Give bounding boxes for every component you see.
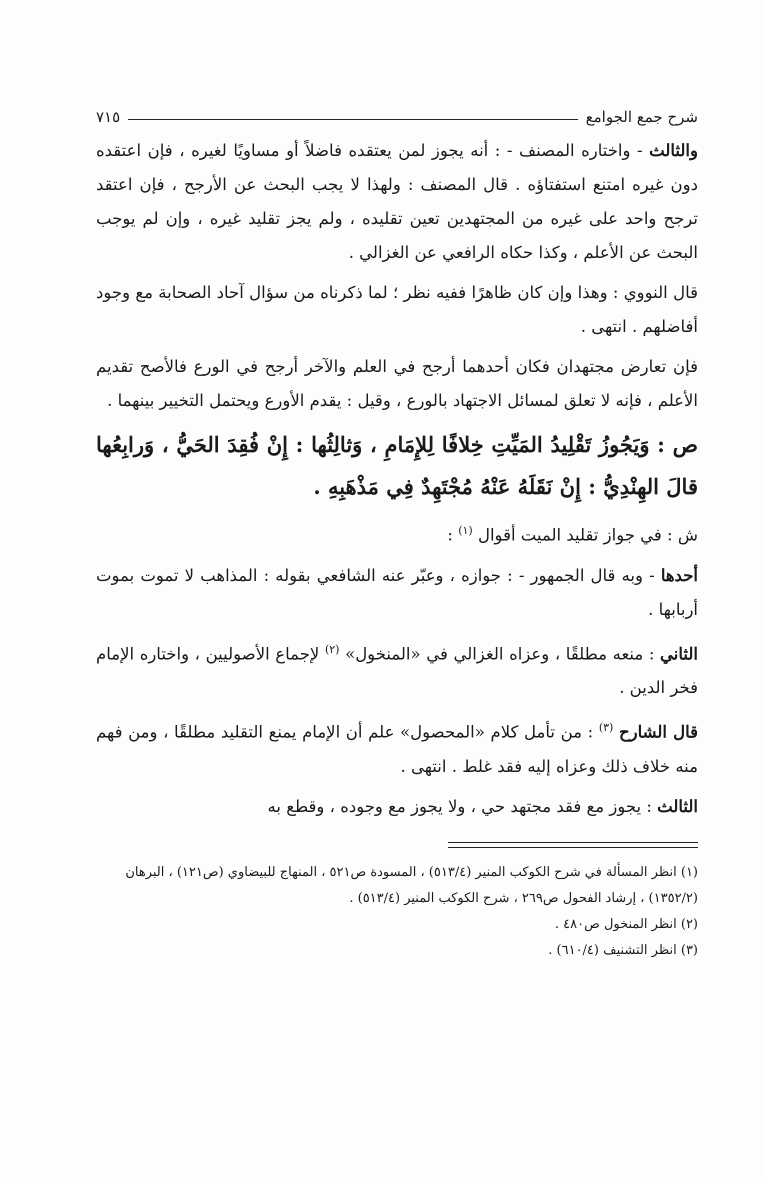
footnote-ref[interactable]: (١) <box>458 524 473 537</box>
paragraph-text: : من تأمل كلام «المحصول» علم أن الإمام يمنع التقليد مطلقًا ، ومن فهم منه خلاف ذلك وعزاه إليه فقد غلط . انتهى . <box>96 722 698 776</box>
paragraph-first-view <box>96 559 698 627</box>
paragraph-conflict: فإن تعارض مجتهدان فكان أحدهما أرجح في العلم والآخر أرجح في الورع فالأصح تقديم الأعلم ، فإنه لا تعلق لمسائل الاجتهاد بالورع ، وقيل : يقدم الأورع ويحتمل التخيير بينهما . <box>96 357 698 410</box>
header-rule <box>128 119 577 120</box>
page-number: ٧١٥ <box>96 108 121 126</box>
paragraph-sharh-intro <box>96 514 698 553</box>
paragraph-nawawi: قال النووي : وهذا وإن كان ظاهرًا ففيه نظر ؛ لما ذكرناه من سؤال آحاد الصحابة مع وجود أفاضلهم . انتهى . <box>96 283 698 336</box>
footnote-ref[interactable]: (٢) <box>324 642 340 656</box>
paragraph-text: ش : في جواز تقليد الميت أقوال <box>477 525 698 545</box>
footnote-ref[interactable]: (٣) <box>598 721 614 734</box>
running-header <box>96 96 698 126</box>
footnote-separator <box>448 842 698 848</box>
paragraph-text: - واختاره المصنف - : أنه يجوز لمن يعتقده فاضلاً أو مساويًا لغيره ، فإن اعتقده دون غيره امتنع استفتاؤه . قال المصنف : ولهذا لا يجب البحث عن الأرجح ، فإن اعتقد ترجح واحد على غيره من المجتهدين تعين تقليده ، ولم يجز تقليد غيره ، وإن لم يوجب البحث عن الأعلم ، وكذا حكاه الرافعي عن الغزالي . <box>96 141 698 262</box>
header-title: شرح جمع الجوامع <box>585 108 698 126</box>
paragraph-text: : منعه مطلقًا ، وعزاه الغزالي في «المنخول» <box>345 644 661 663</box>
lead-word: الثالث <box>657 796 698 816</box>
matn-text: ص : وَيَجُوزُ تَقْلِيدُ المَيِّتِ خِلافًا لِلإِمَامِ ، وَثالِثُها : إِنْ فُقِدَ الحَيُّ ، وَرابِعُها قالَ الهِنْدِيُّ : إِنْ نَقَلَهُ عَنْهُ مُجْتَهِدٌ فِي مَذْهَبِهِ . <box>96 432 698 499</box>
footnote-3: (٣) انظر التشنيف (٦١٠/٤) . <box>548 942 698 958</box>
paragraph-third-view <box>96 134 698 270</box>
paragraph-text: : <box>447 525 459 545</box>
lead-word: والثالث <box>649 141 698 160</box>
lead-word: قال الشارح <box>618 722 698 742</box>
paragraph-text: : يجوز مع فقد مجتهد حي ، ولا يجوز مع وجوده ، وقطع به <box>267 796 658 816</box>
paragraph-second-view <box>96 633 698 706</box>
paragraph-third-view-2 <box>96 790 698 824</box>
lead-word: الثاني <box>660 644 699 663</box>
paragraph-text: لإجماع الأصوليين ، واختاره الإمام فخر الدين . <box>96 644 698 697</box>
page <box>96 96 698 1096</box>
paragraph-commentator <box>96 711 698 784</box>
footnote-2: (٢) انظر المنخول ص٤٨٠ . <box>554 916 698 932</box>
footnote-1: (١) انظر المسألة في شرح الكوكب المنير (٥١٣/٤) ، المسودة ص٥٢١ ، المنهاج للبيضاوي (ص١٢١) ، البرهان (١٣٥٢/٢) ، إرشاد الفحول ص٢٦٩ ، شرح الكوكب المنير (٥١٣/٤) . <box>125 864 698 906</box>
lead-word: أحدها <box>660 565 698 585</box>
paragraph-text: - وبه قال الجمهور - : جوازه ، وعبّر عنه الشافعي بقوله : المذاهب لا تموت بموت أربابها . <box>96 565 698 619</box>
